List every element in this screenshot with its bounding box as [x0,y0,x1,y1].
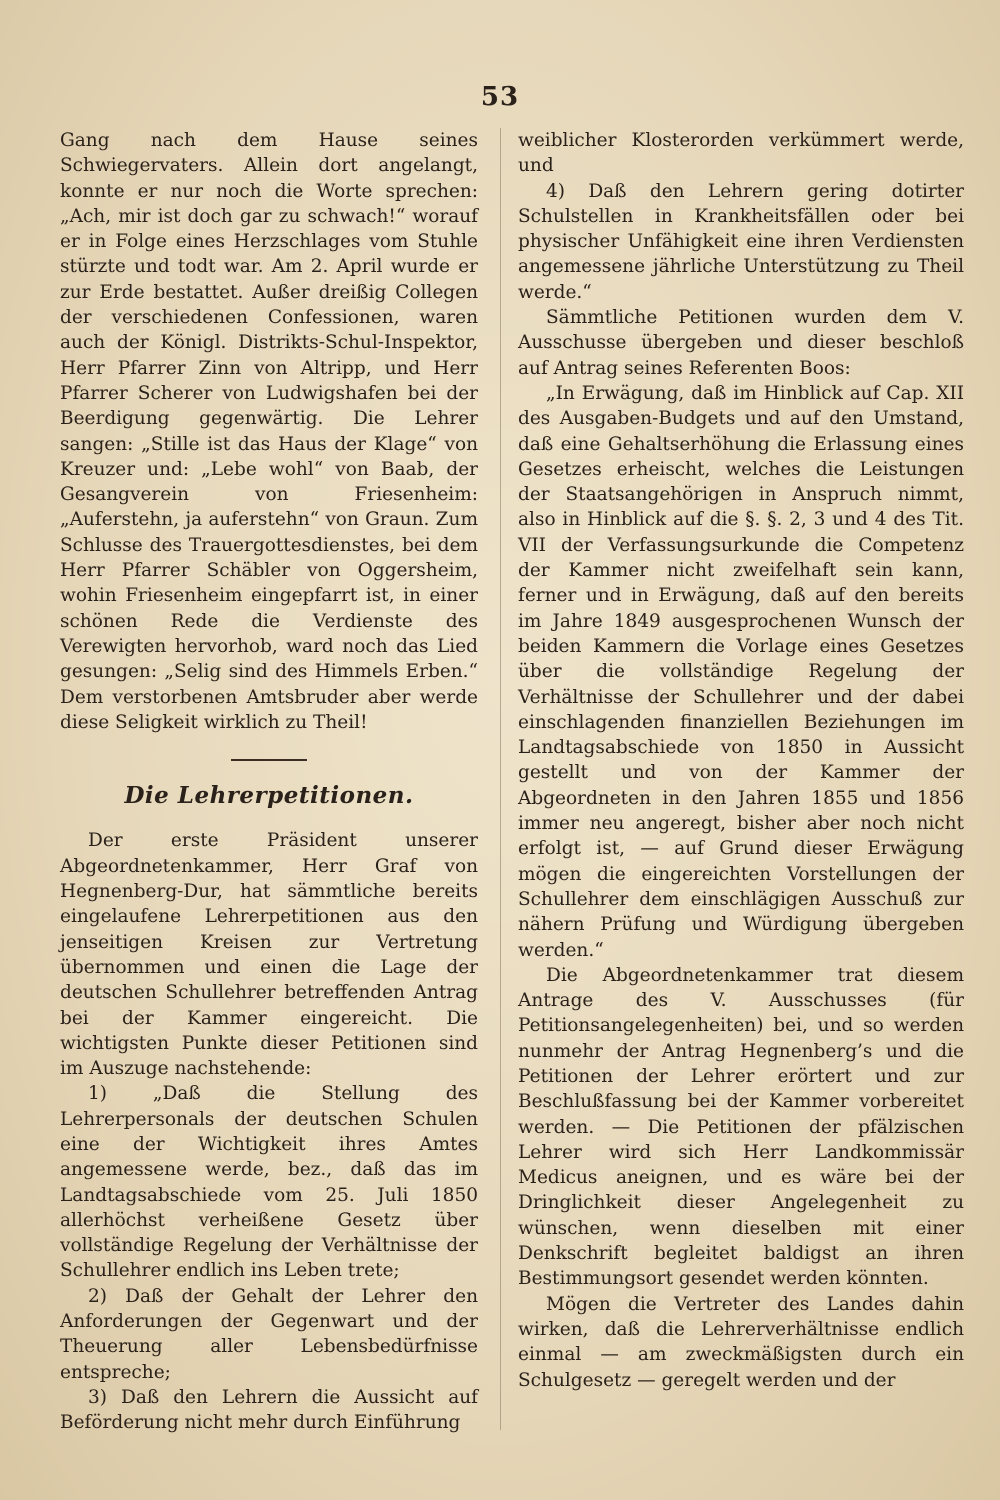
paragraph-closing: Mögen die Vertreter des Landes dahin wirken, daß die Lehrerverhältnisse endlich einmal — am zweckmäßigsten durch ein Schulgesetz — geregelt werden und der [518,1293,964,1391]
left-column [60,128,478,1436]
paragraph-continuation: weiblicher Klosterorden verkümmert werde, und [518,130,964,177]
paragraph-committee: Sämmtliche Petitionen wurden dem V. Ausschusse übergeben und dieser beschloß auf Antrag seines Referenten Boos: [518,307,964,379]
paragraph-obituary-end: Gang nach dem Hause seines Schwiegervaters. Allein dort angelangt, konnte er nur noch die Worte sprechen: „Ach, mir ist doch gar zu schwach!“ worauf er in Folge eines Herzschlages vom Stuhle stürzte und todt war. Am 2. April wurde er zur Erde bestattet. Außer dreißig Collegen der verschiedenen Confessionen, waren auch der Königl. Distrikts-Schul-Inspektor, Herr Pfarrer Zinn von Altripp, und Herr Pfarrer Scherer von Ludwigshafen bei der Beerdigung gegenwärtig. Die Lehrer sangen: „Stille ist das Haus der Klage“ von Kreuzer und: „Lebe wohl“ von Baab, der Gesangverein von Friesenheim: „Auferstehn, ja auferstehn“ von Graun. Zum Schlusse des Trauergottesdienstes, bei dem Herr Pfarrer Schäbler von Oggersheim, wohin Friesenheim eingepfarrt ist, in einer schönen Rede die Verdienste des Verewigten hervorhob, ward noch das Lied gesungen: „Selig sind des Himmels Erben.“ Dem verstorbenen Amtsbruder aber werde diese Seligkeit wirklich zu Theil! [60,130,478,733]
paragraph-intro: Der erste Präsident unserer Abgeordnetenkammer, Herr Graf von Hegnenberg-Dur, hat sämmtliche bereits eingelaufene Lehrerpetitionen aus den jenseitigen Kreisen zur Vertretung übernommen und einen die Lage der deutschen Schullehrer betreffenden Antrag bei der Kammer eingereicht. Die wichtigsten Punkte dieser Petitionen sind im Auszuge nachstehende: [60,830,478,1080]
petition-point-3: 3) Daß den Lehrern die Aussicht auf Beförderung nicht mehr durch Einführung [60,1386,478,1434]
paragraph-resolution: „In Erwägung, daß im Hinblick auf Cap. XII des Ausgaben-Budgets und auf den Umstand, daß eine Gehaltserhöhung die Erlassung eines Gesetzes erheischt, welches die Leistungen der Staatsangehörigen in Anspruch nimmt, also in Hinblick auf die §. §. 2, 3 und 4 des Tit. VII der Verfassungsurkunde die Competenz der Kammer nicht zweifelhaft sein kann, ferner und in Erwägung, daß auf den bereits im Jahre 1849 ausgesprochenen Wunsch der beiden Kammern die Vorlage eines Gesetzes über die vollständige Regelung der Verhältnisse der Schullehrer und der dabei einschlagenden finanziellen Beziehungen im Landtagsabschiede von 1850 in Aussicht gestellt und von der Kammer der Abgeordneten in den Jahren 1855 und 1856 immer neu angeregt, bisher aber noch nicht erfolgt ist, — auf Grund dieser Erwägung mögen die eingereichten Vorstellungen der Schullehrer dem einschlägigen Ausschuß zur nähern Prüfung und Würdigung übergeben werden.“ [518,382,964,961]
paragraph-chamber: Die Abgeordnetenkammer trat diesem Antrage des V. Ausschusses (für Petitionsangelegenheiten) bei, und so werden nunmehr der Antrag Hegnenberg’s und die Petitionen der Lehrer erörtert und zur Beschlußfassung bei der Kammer vorbereitet werden. — Die Petitionen der pfälzischen Lehrer wird sich Herr Landkommissär Medicus aneignen, und es wäre bei der Dringlichkeit dieser Angelegenheit zu wünschen, wenn dieselben mit einer Denkschrift begleitet baldigst an ihren Bestimmungsort gesendet werden könnten. [518,964,964,1290]
petition-point-4: 4) Daß den Lehrern gering dotirter Schulstellen in Krankheitsfällen oder bei physischer Unfähigkeit eine ihren Verdiensten angemessene jährliche Unterstützung zu Theil werde.“ [518,180,964,303]
petition-point-1: 1) „Daß die Stellung des Lehrerpersonals der deutschen Schulen eine der Wichtigkeit ihres Amtes angemessene werde, bez., daß das im Landtagsabschiede vom 25. Juli 1850 allerhöchst verheißene Gesetz über vollständige Regelung der Verhältnisse der Schullehrer endlich ins Leben trete; [60,1083,478,1282]
page-number: 53 [480,82,520,112]
right-column [518,128,964,1393]
section-divider [231,759,307,761]
petition-point-2: 2) Daß der Gehalt der Lehrer den Anforderungen der Gegenwart und der Theuerung aller Lebensbedürfnisse entspreche; [60,1285,478,1383]
section-title: Die Lehrerpetitionen. [124,782,414,810]
column-divider [500,128,501,1430]
